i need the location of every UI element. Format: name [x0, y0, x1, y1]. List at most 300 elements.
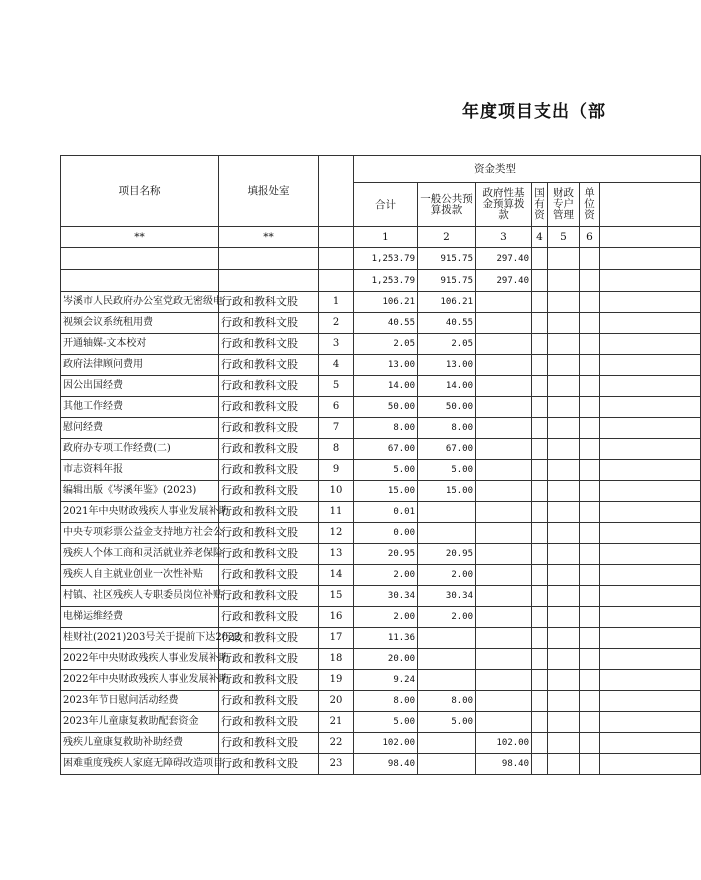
general-budget-cell: 5.00 [418, 460, 476, 481]
summary-cell [61, 270, 219, 292]
general-budget-cell [418, 670, 476, 691]
total-cell: 0.00 [354, 523, 418, 544]
project-name-cell: 残疾儿童康复救助补助经费 [61, 733, 219, 754]
project-name-cell: 困难重度残疾人家庭无障碍改造项目 [61, 754, 219, 775]
department-cell: 行政和教科文股 [219, 502, 319, 523]
table-row [61, 607, 701, 628]
department-cell: 行政和教科文股 [219, 544, 319, 565]
row-number-cell: 3 [319, 334, 354, 355]
table-row [61, 397, 701, 418]
unit-funds-cell [580, 712, 600, 733]
gov-fund-cell [476, 439, 532, 460]
row-number-cell: 6 [319, 397, 354, 418]
gov-fund-cell [476, 334, 532, 355]
project-name-cell: 编辑出版《岑溪年鉴》(2023) [61, 481, 219, 502]
row-number-cell: 23 [319, 754, 354, 775]
table-row [61, 754, 701, 775]
total-cell: 8.00 [354, 691, 418, 712]
total-cell: 11.36 [354, 628, 418, 649]
row-number-cell: 2 [319, 313, 354, 334]
general-budget-cell: 8.00 [418, 418, 476, 439]
table-row [61, 649, 701, 670]
index-6: 6 [580, 227, 600, 248]
summary-cell [61, 248, 219, 270]
header-index-blank [319, 156, 354, 227]
special-account-cell [548, 397, 580, 418]
row-number-cell: 1 [319, 292, 354, 313]
department-cell: 行政和教科文股 [219, 754, 319, 775]
special-account-cell [548, 439, 580, 460]
total-cell: 5.00 [354, 712, 418, 733]
summary-cell [548, 248, 580, 270]
table-row [61, 691, 701, 712]
gov-fund-cell [476, 313, 532, 334]
state-owned-cell [532, 607, 548, 628]
total-cell: 20.95 [354, 544, 418, 565]
table-row [61, 418, 701, 439]
gov-fund-cell [476, 502, 532, 523]
state-owned-cell [532, 733, 548, 754]
project-name-cell: 电梯运维经费 [61, 607, 219, 628]
table-row [61, 334, 701, 355]
extra-cell [600, 481, 701, 502]
special-account-cell [548, 544, 580, 565]
state-owned-cell [532, 313, 548, 334]
summary-cell [219, 270, 319, 292]
general-budget-cell: 20.95 [418, 544, 476, 565]
table-row [61, 481, 701, 502]
total-cell: 102.00 [354, 733, 418, 754]
extra-cell [600, 544, 701, 565]
department-cell: 行政和教科文股 [219, 439, 319, 460]
gov-fund-cell [476, 355, 532, 376]
summary-general: 915.75 [418, 248, 476, 270]
table-row [61, 733, 701, 754]
total-cell: 2.05 [354, 334, 418, 355]
special-account-cell [548, 334, 580, 355]
header-fund-type: 资金类型 [354, 156, 701, 183]
extra-cell [600, 355, 701, 376]
summary-cell [600, 248, 701, 270]
unit-funds-cell [580, 754, 600, 775]
department-cell: 行政和教科文股 [219, 376, 319, 397]
table-row [61, 565, 701, 586]
gov-fund-cell [476, 607, 532, 628]
gov-fund-cell [476, 628, 532, 649]
general-budget-cell: 15.00 [418, 481, 476, 502]
state-owned-cell [532, 397, 548, 418]
project-name-cell: 2022年中央财政残疾人事业发展补助 [61, 670, 219, 691]
special-account-cell [548, 649, 580, 670]
extra-cell [600, 649, 701, 670]
summary-cell [532, 248, 548, 270]
unit-funds-cell [580, 481, 600, 502]
row-number-cell: 9 [319, 460, 354, 481]
general-budget-cell [418, 754, 476, 775]
unit-funds-cell [580, 502, 600, 523]
total-cell: 67.00 [354, 439, 418, 460]
extra-cell [600, 439, 701, 460]
state-owned-cell [532, 586, 548, 607]
table-row [61, 376, 701, 397]
summary-gov: 297.40 [476, 270, 532, 292]
index-3: 3 [476, 227, 532, 248]
extra-cell [600, 376, 701, 397]
table-row [61, 670, 701, 691]
special-account-cell [548, 712, 580, 733]
unit-funds-cell [580, 397, 600, 418]
gov-fund-cell [476, 418, 532, 439]
unit-funds-cell [580, 544, 600, 565]
unit-funds-cell [580, 418, 600, 439]
state-owned-cell [532, 565, 548, 586]
special-account-cell [548, 628, 580, 649]
table-row [61, 586, 701, 607]
total-cell: 15.00 [354, 481, 418, 502]
gov-fund-cell [476, 523, 532, 544]
state-owned-cell [532, 502, 548, 523]
department-cell: 行政和教科文股 [219, 670, 319, 691]
summary-cell [600, 270, 701, 292]
header-general-budget: 一般公共预算拨款 [418, 183, 476, 227]
department-cell: 行政和教科文股 [219, 733, 319, 754]
special-account-cell [548, 586, 580, 607]
department-cell: 行政和教科文股 [219, 334, 319, 355]
unit-funds-cell [580, 586, 600, 607]
state-owned-cell [532, 649, 548, 670]
project-name-cell: 因公出国经费 [61, 376, 219, 397]
total-cell: 20.00 [354, 649, 418, 670]
general-budget-cell: 8.00 [418, 691, 476, 712]
unit-funds-cell [580, 691, 600, 712]
total-cell: 2.00 [354, 565, 418, 586]
summary-cell [580, 248, 600, 270]
index-2: 2 [418, 227, 476, 248]
table-row [61, 439, 701, 460]
row-number-cell: 10 [319, 481, 354, 502]
row-number-cell: 11 [319, 502, 354, 523]
general-budget-cell [418, 523, 476, 544]
project-name-cell: 政府法律顾问费用 [61, 355, 219, 376]
gov-fund-cell [476, 481, 532, 502]
total-cell: 40.55 [354, 313, 418, 334]
row-number-cell: 5 [319, 376, 354, 397]
gov-fund-cell [476, 397, 532, 418]
general-budget-cell: 2.00 [418, 565, 476, 586]
state-owned-cell [532, 460, 548, 481]
state-owned-cell [532, 439, 548, 460]
summary-cell [580, 270, 600, 292]
special-account-cell [548, 376, 580, 397]
table-row [61, 628, 701, 649]
department-cell: 行政和教科文股 [219, 628, 319, 649]
header-special-account: 财政专户管理 [548, 183, 580, 227]
index-4: 4 [532, 227, 548, 248]
row-number-cell: 13 [319, 544, 354, 565]
extra-cell [600, 334, 701, 355]
state-owned-cell [532, 334, 548, 355]
special-account-cell [548, 313, 580, 334]
special-account-cell [548, 733, 580, 754]
summary-total: 1,253.79 [354, 270, 418, 292]
special-account-cell [548, 607, 580, 628]
department-cell: 行政和教科文股 [219, 565, 319, 586]
gov-fund-cell [476, 565, 532, 586]
project-name-cell: 残疾人自主就业创业一次性补贴 [61, 565, 219, 586]
general-budget-cell: 67.00 [418, 439, 476, 460]
total-cell: 14.00 [354, 376, 418, 397]
summary-cell [319, 270, 354, 292]
summary-total: 1,253.79 [354, 248, 418, 270]
state-owned-cell [532, 712, 548, 733]
row-number-cell: 19 [319, 670, 354, 691]
special-account-cell [548, 754, 580, 775]
row-number-cell: 12 [319, 523, 354, 544]
department-cell: 行政和教科文股 [219, 481, 319, 502]
special-account-cell [548, 460, 580, 481]
state-owned-cell [532, 670, 548, 691]
header-state-owned: 国有资 [532, 183, 548, 227]
general-budget-cell [418, 649, 476, 670]
gov-fund-cell [476, 460, 532, 481]
general-budget-cell [418, 628, 476, 649]
summary-cell [219, 248, 319, 270]
table-row [61, 544, 701, 565]
special-account-cell [548, 565, 580, 586]
department-cell: 行政和教科文股 [219, 355, 319, 376]
unit-funds-cell [580, 355, 600, 376]
table-row [61, 712, 701, 733]
header-extra [600, 183, 701, 227]
general-budget-cell: 40.55 [418, 313, 476, 334]
project-name-cell: 市志资料年报 [61, 460, 219, 481]
unit-funds-cell [580, 649, 600, 670]
department-cell: 行政和教科文股 [219, 397, 319, 418]
row-number-cell: 20 [319, 691, 354, 712]
project-name-cell: 村镇、社区残疾人专职委员岗位补贴 [61, 586, 219, 607]
state-owned-cell [532, 754, 548, 775]
unit-funds-cell [580, 733, 600, 754]
row-number-cell: 21 [319, 712, 354, 733]
project-name-cell: 2023年节日慰问活动经费 [61, 691, 219, 712]
project-name-cell: 残疾人个体工商和灵活就业养老保险 [61, 544, 219, 565]
table-row [61, 523, 701, 544]
unit-funds-cell [580, 607, 600, 628]
general-budget-cell: 2.05 [418, 334, 476, 355]
summary-cell [548, 270, 580, 292]
unit-funds-cell [580, 628, 600, 649]
summary-cell [532, 270, 548, 292]
row-number-cell: 15 [319, 586, 354, 607]
unit-funds-cell [580, 523, 600, 544]
special-account-cell [548, 292, 580, 313]
department-cell: 行政和教科文股 [219, 292, 319, 313]
header-department: 填报处室 [219, 156, 319, 227]
extra-cell [600, 313, 701, 334]
department-cell: 行政和教科文股 [219, 313, 319, 334]
budget-table [60, 155, 701, 775]
general-budget-cell: 13.00 [418, 355, 476, 376]
special-account-cell [548, 502, 580, 523]
project-name-cell: 中央专项彩票公益金支持地方社会公 [61, 523, 219, 544]
unit-funds-cell [580, 313, 600, 334]
state-owned-cell [532, 292, 548, 313]
general-budget-cell [418, 733, 476, 754]
row-number-cell: 22 [319, 733, 354, 754]
row-number-cell: 8 [319, 439, 354, 460]
extra-cell [600, 397, 701, 418]
index-5: 5 [548, 227, 580, 248]
special-account-cell [548, 418, 580, 439]
special-account-cell [548, 523, 580, 544]
general-budget-cell: 30.34 [418, 586, 476, 607]
summary-row-total [61, 248, 701, 270]
department-cell: 行政和教科文股 [219, 586, 319, 607]
row-number-cell: 18 [319, 649, 354, 670]
header-project-name: 项目名称 [61, 156, 219, 227]
extra-cell [600, 733, 701, 754]
row-number-cell: 7 [319, 418, 354, 439]
general-budget-cell: 14.00 [418, 376, 476, 397]
table-row [61, 313, 701, 334]
gov-fund-cell [476, 544, 532, 565]
unit-funds-cell [580, 439, 600, 460]
gov-fund-cell [476, 376, 532, 397]
unit-funds-cell [580, 334, 600, 355]
special-account-cell [548, 691, 580, 712]
unit-funds-cell [580, 565, 600, 586]
special-account-cell [548, 670, 580, 691]
header-unit-funds: 单位资 [580, 183, 600, 227]
department-cell: 行政和教科文股 [219, 691, 319, 712]
general-budget-cell [418, 502, 476, 523]
gov-fund-cell: 102.00 [476, 733, 532, 754]
total-cell: 30.34 [354, 586, 418, 607]
general-budget-cell: 50.00 [418, 397, 476, 418]
row-number-cell: 17 [319, 628, 354, 649]
department-cell: 行政和教科文股 [219, 523, 319, 544]
general-budget-cell: 106.21 [418, 292, 476, 313]
table-row [61, 502, 701, 523]
unit-funds-cell [580, 292, 600, 313]
general-budget-cell: 5.00 [418, 712, 476, 733]
extra-cell [600, 712, 701, 733]
gov-fund-cell [476, 649, 532, 670]
table-row [61, 355, 701, 376]
header-index-row [61, 227, 701, 248]
total-cell: 8.00 [354, 418, 418, 439]
project-name-cell: 2023年儿童康复救助配套资金 [61, 712, 219, 733]
department-cell: 行政和教科文股 [219, 460, 319, 481]
extra-cell [600, 691, 701, 712]
project-name-cell: 桂财社(2021)203号关于提前下达2022 [61, 628, 219, 649]
department-cell: 行政和教科文股 [219, 649, 319, 670]
summary-gov: 297.40 [476, 248, 532, 270]
state-owned-cell [532, 628, 548, 649]
index-1: 1 [354, 227, 418, 248]
extra-cell [600, 565, 701, 586]
department-cell: 行政和教科文股 [219, 712, 319, 733]
unit-funds-cell [580, 376, 600, 397]
project-name-cell: 慰问经费 [61, 418, 219, 439]
table-row [61, 460, 701, 481]
gov-fund-cell [476, 712, 532, 733]
summary-general: 915.75 [418, 270, 476, 292]
project-name-cell: 2021年中央财政残疾人事业发展补助 [61, 502, 219, 523]
state-owned-cell [532, 523, 548, 544]
gov-fund-cell [476, 292, 532, 313]
project-name-cell: 视频会议系统租用费 [61, 313, 219, 334]
extra-cell [600, 460, 701, 481]
general-budget-cell: 2.00 [418, 607, 476, 628]
row-number-cell: 4 [319, 355, 354, 376]
state-owned-cell [532, 355, 548, 376]
gov-fund-cell: 98.40 [476, 754, 532, 775]
index-stars-1: ** [61, 227, 219, 248]
unit-funds-cell [580, 670, 600, 691]
row-number-cell: 16 [319, 607, 354, 628]
total-cell: 0.01 [354, 502, 418, 523]
special-account-cell [548, 355, 580, 376]
unit-funds-cell [580, 460, 600, 481]
total-cell: 2.00 [354, 607, 418, 628]
extra-cell [600, 586, 701, 607]
page-title: 年度项目支出（部 [462, 102, 606, 122]
extra-cell [600, 502, 701, 523]
project-name-cell: 其他工作经费 [61, 397, 219, 418]
extra-cell [600, 418, 701, 439]
index-extra [600, 227, 701, 248]
index-stars-2: ** [219, 227, 319, 248]
state-owned-cell [532, 691, 548, 712]
state-owned-cell [532, 376, 548, 397]
gov-fund-cell [476, 670, 532, 691]
state-owned-cell [532, 544, 548, 565]
extra-cell [600, 607, 701, 628]
state-owned-cell [532, 481, 548, 502]
total-cell: 98.40 [354, 754, 418, 775]
total-cell: 106.21 [354, 292, 418, 313]
table-row [61, 292, 701, 313]
extra-cell [600, 523, 701, 544]
header-row-1 [61, 156, 701, 183]
total-cell: 50.00 [354, 397, 418, 418]
project-name-cell: 2022年中央财政残疾人事业发展补助 [61, 649, 219, 670]
header-total: 合计 [354, 183, 418, 227]
project-name-cell: 开通轴媒-文本校对 [61, 334, 219, 355]
project-name-cell: 岑溪市人民政府办公室党政无密级电 [61, 292, 219, 313]
summary-cell [319, 248, 354, 270]
project-name-cell: 政府办专项工作经费(二) [61, 439, 219, 460]
total-cell: 13.00 [354, 355, 418, 376]
total-cell: 9.24 [354, 670, 418, 691]
department-cell: 行政和教科文股 [219, 418, 319, 439]
extra-cell [600, 754, 701, 775]
extra-cell [600, 292, 701, 313]
extra-cell [600, 628, 701, 649]
special-account-cell [548, 481, 580, 502]
extra-cell [600, 670, 701, 691]
state-owned-cell [532, 418, 548, 439]
header-gov-fund: 政府性基金预算拨款 [476, 183, 532, 227]
gov-fund-cell [476, 691, 532, 712]
gov-fund-cell [476, 586, 532, 607]
total-cell: 5.00 [354, 460, 418, 481]
row-number-cell: 14 [319, 565, 354, 586]
index-blank [319, 227, 354, 248]
summary-row-dept [61, 270, 701, 292]
department-cell: 行政和教科文股 [219, 607, 319, 628]
